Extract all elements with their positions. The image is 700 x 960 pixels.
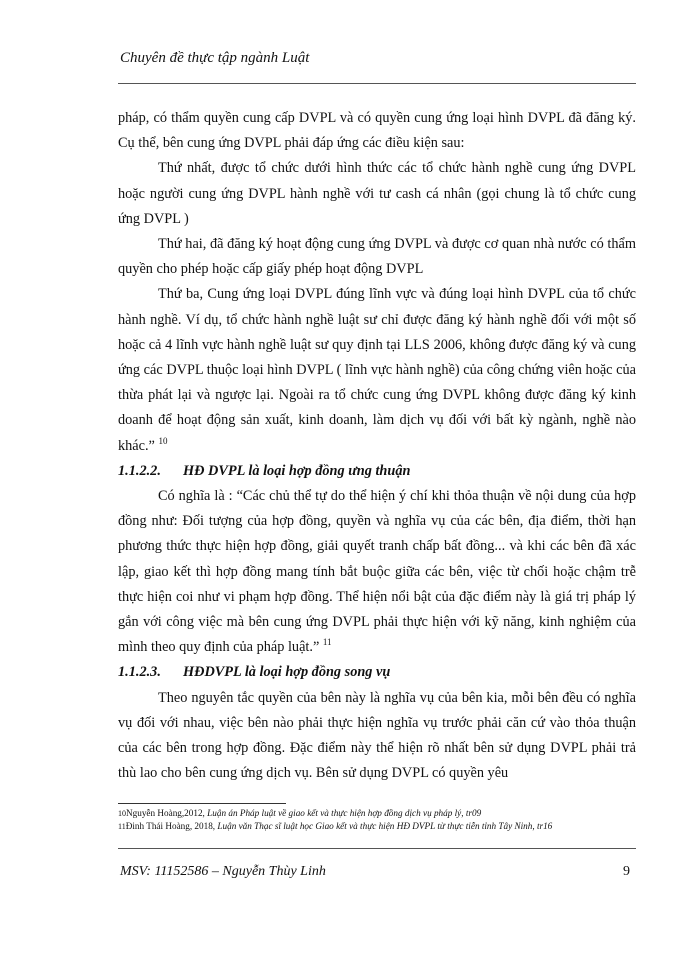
paragraph xyxy=(118,484,636,660)
footnote-item xyxy=(118,820,638,833)
footnote-divider xyxy=(118,803,286,804)
footnote-item xyxy=(118,807,638,820)
footnote-title: Luận văn Thạc sĩ luật học Giao kết và thực hiện HĐ DVPL từ thực tiễn tỉnh Tây Ninh, tr16 xyxy=(217,821,553,831)
paragraph-text: Có nghĩa là : “Các chủ thể tự do thể hiện ý chí khi thỏa thuận về nội dung của hợp đồng như: Đối tượng của hợp đồng, quyền và nghĩa vụ của các bên, địa điểm, thời hạn phương thức thực hiện hợp đồng, giải quyết tranh chấp bất đồng... và khi các bên đã xác lập, giao kết thì hợp đồng mang tính bắt buộc giữa các bên, việc từ chối hoặc chậm trễ thực hiện coi như vi phạm hợp đồng. Thể hiện nổi bật của đặc điểm này là giá trị pháp lý gắn với công việc mà bên cung ứng DVPL phải thực hiện với kỹ năng, kinh nghiệm của mình theo quy định của pháp luật.” xyxy=(118,488,636,656)
section-heading xyxy=(118,660,636,685)
body-text xyxy=(118,106,636,786)
header-divider xyxy=(118,83,636,84)
footnote-number: 10 xyxy=(118,809,126,818)
section-heading xyxy=(118,459,636,484)
paragraph: Thứ hai, đã đăng ký hoạt động cung ứng DVPL và được cơ quan nhà nước có thẩm quyền cho phép hoặc cấp giấy phép hoạt động DVPL xyxy=(118,236,636,278)
footer-divider xyxy=(118,848,636,849)
footnote-author: Nguyễn Hoàng,2012, xyxy=(126,808,205,818)
section-title: HĐDVPL là loại hợp đồng song vụ xyxy=(183,664,391,681)
paragraph xyxy=(118,282,636,458)
page-header-title: Chuyên đề thực tập ngành Luật xyxy=(120,50,310,66)
paragraph: Thứ nhất, được tổ chức dưới hình thức các tổ chức hành nghề cung ứng DVPL hoặc người cung ứng DVPL hành nghề với tư cash cá nhân (gọi chung là tổ chức cung ứng DVPL ) xyxy=(118,160,636,227)
footnote-ref[interactable]: 11 xyxy=(322,637,332,648)
footnotes xyxy=(118,807,638,833)
page-number: 9 xyxy=(623,864,630,879)
section-title: HĐ DVPL là loại hợp đồng ưng thuận xyxy=(183,462,411,479)
footnote-title: Luận án Pháp luật về giao kết và thực hiện hợp đồng dịch vụ pháp lý, tr09 xyxy=(207,808,482,818)
footnote-author: Đinh Thái Hoàng, 2018, xyxy=(125,821,216,831)
paragraph: Theo nguyên tắc quyền của bên này là nghĩa vụ của bên kia, mỗi bên đều có nghĩa vụ đối với nhau, việc bên nào phải thực hiện nghĩa vụ trước phải căn cứ vào thỏa thuận của các bên trong hợp đồng. Đặc điểm này thể hiện rõ nhất bên sử dụng DVPL phải trả thù lao cho bên cung ứng dịch vụ. Bên sử dụng DVPL có quyền yêu xyxy=(118,689,636,782)
section-number: 1.1.2.2. xyxy=(118,462,161,479)
footnote-ref[interactable]: 10 xyxy=(158,435,168,446)
section-number: 1.1.2.3. xyxy=(118,664,161,681)
footnote-number: 11 xyxy=(118,822,126,831)
paragraph: pháp, có thẩm quyền cung cấp DVPL và có quyền cung ứng loại hình DVPL đã đăng ký. Cụ thể, bên cung ứng DVPL phải đáp ứng các điều kiện sau: xyxy=(118,110,636,152)
paragraph-text: Thứ ba, Cung ứng loại DVPL đúng lĩnh vực và đúng loại hình DVPL của tổ chức hành nghề. Ví dụ, tổ chức hành nghề luật sư chỉ được đăng ký hành nghề đối với một số hoặc cả 4 lĩnh vực hành nghề luật sư quy định tại LLS 2006, không được đăng ký và cung ứng các DVPL thuộc loại hình DVPL ( lĩnh vực hành nghề) của công chứng viên hoặc của thừa phát lại và ngược lại. Ngoài ra tổ chức cung ứng DVPL không được đăng ký kinh doanh để hoạt động sản xuất, kinh doanh, làm dịch vụ đối với bất kỳ ngành, nghề nào khác.” xyxy=(118,286,636,454)
footer-student-info: MSV: 11152586 – Nguyễn Thùy Linh xyxy=(120,864,326,879)
